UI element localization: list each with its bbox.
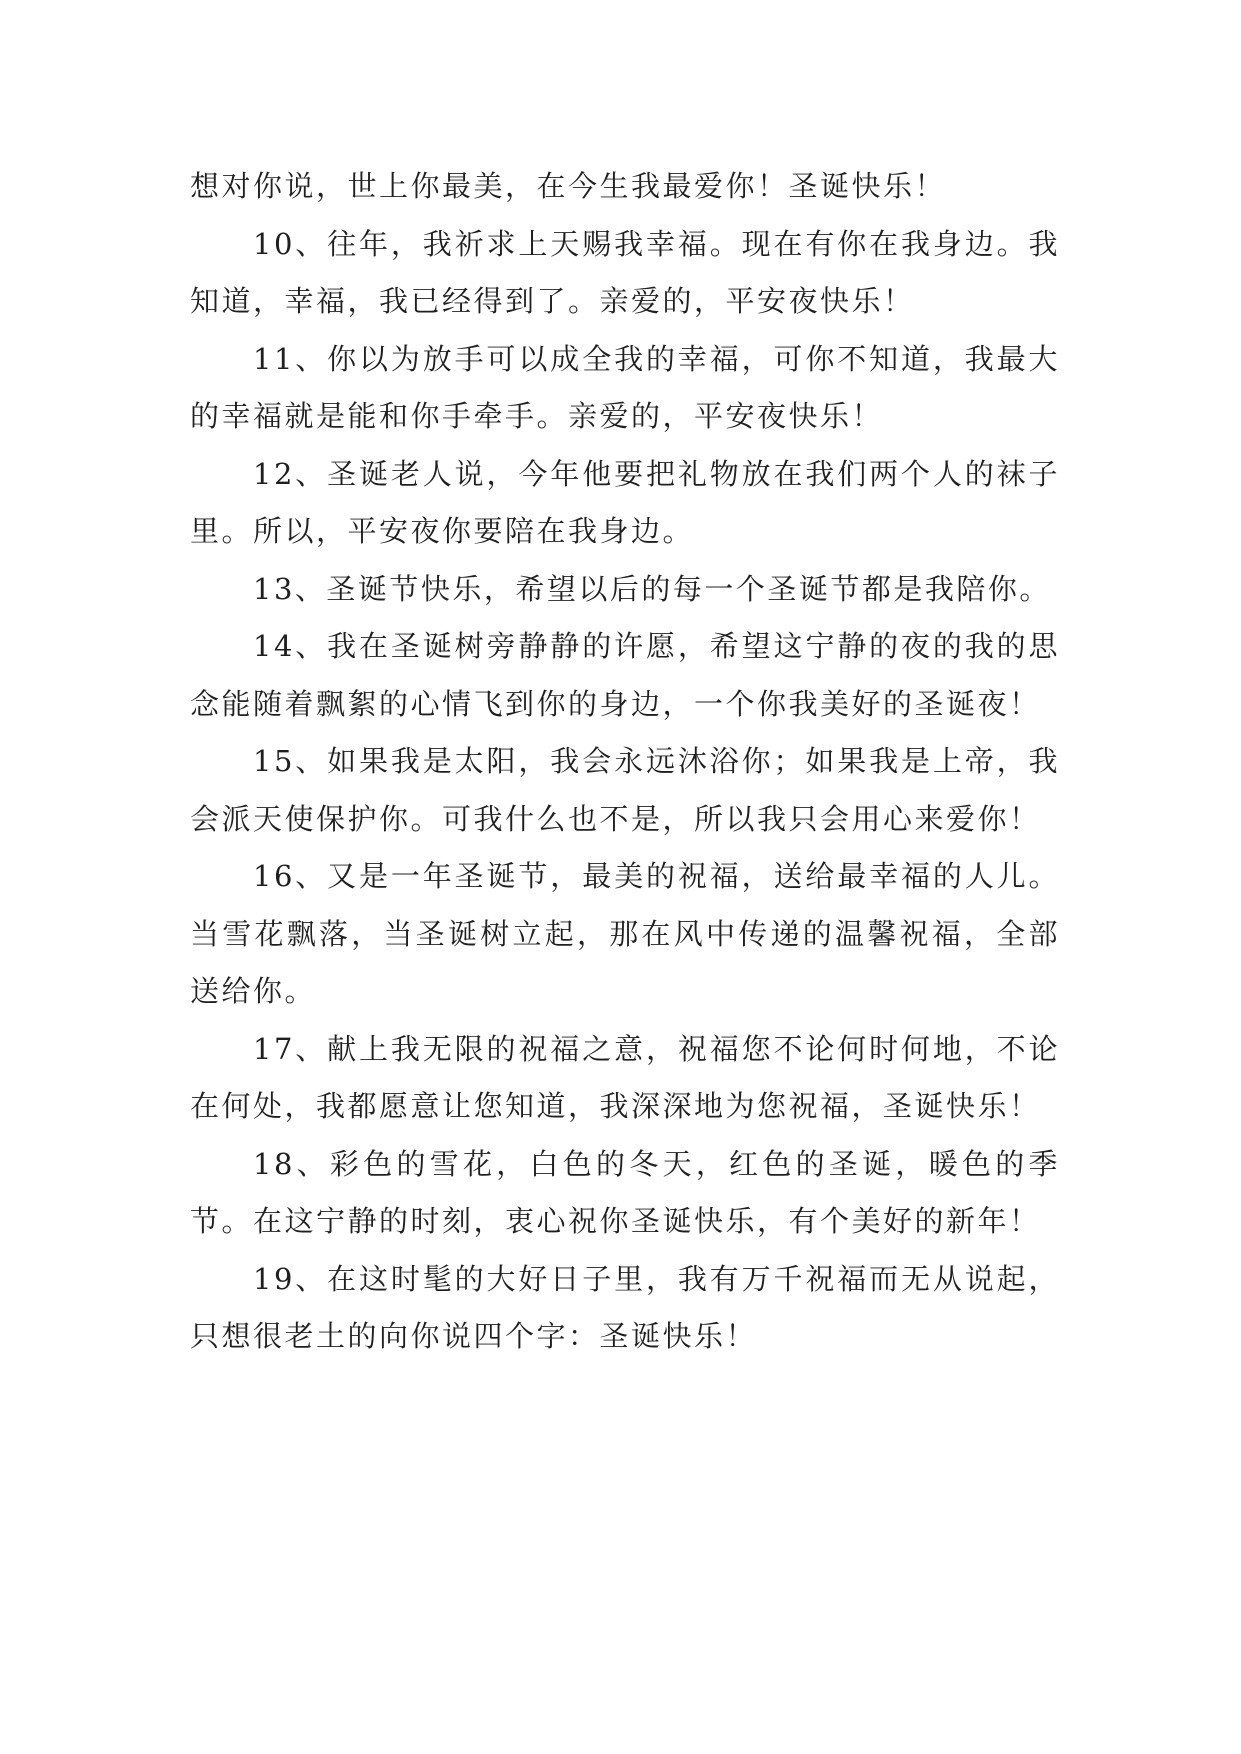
paragraph-continuation: 想对你说，世上你最美，在今生我最爱你！圣诞快乐！ [190,169,947,203]
paragraph-item-17: 17、献上我无限的祝福之意，祝福您不论何时何地，不论在何处，我都愿意让您知道，我深深地为您祝福，圣诞快乐！ [190,1031,1060,1123]
paragraph-item-13: 13、圣诞节快乐，希望以后的每一个圣诞节都是我陪你。 [253,571,1051,606]
paragraph-item-19: 19、在这时髦的大好日子里，我有万千祝福而无从说起，只想很老土的向你说四个字：圣诞快乐！ [190,1261,1060,1353]
paragraph-item-16: 16、又是一年圣诞节，最美的祝福，送给最幸福的人儿。当雪花飘落，当圣诞树立起，那在风中传递的温馨祝福，全部送给你。 [190,859,1060,1008]
paragraph-item-12: 12、圣诞老人说，今年他要把礼物放在我们两个人的袜子里。所以，平安夜你要陪在我身边。 [190,456,1060,548]
paragraph-item-10: 10、往年，我祈求上天赐我幸福。现在有你在我身边。我知道，幸福，我已经得到了。亲爱的，平安夜快乐！ [190,226,1060,318]
paragraph-item-18: 18、彩色的雪花，白色的冬天，红色的圣诞，暖色的季节。在这宁静的时刻，衷心祝你圣诞快乐，有个美好的新年！ [190,1146,1060,1238]
body-text [190,158,1060,1366]
paragraph-item-14: 14、我在圣诞树旁静静的许愿，希望这宁静的夜的我的思念能随着飘絮的心情飞到你的身边，一个你我美好的圣诞夜！ [190,629,1060,721]
paragraph-item-15: 15、如果我是太阳，我会永远沐浴你；如果我是上帝，我会派天使保护你。可我什么也不是，所以我只会用心来爱你！ [190,744,1060,836]
paragraph-item-11: 11、你以为放手可以成全我的幸福，可你不知道，我最大的幸福就是能和你手牵手。亲爱的，平安夜快乐！ [190,341,1060,433]
